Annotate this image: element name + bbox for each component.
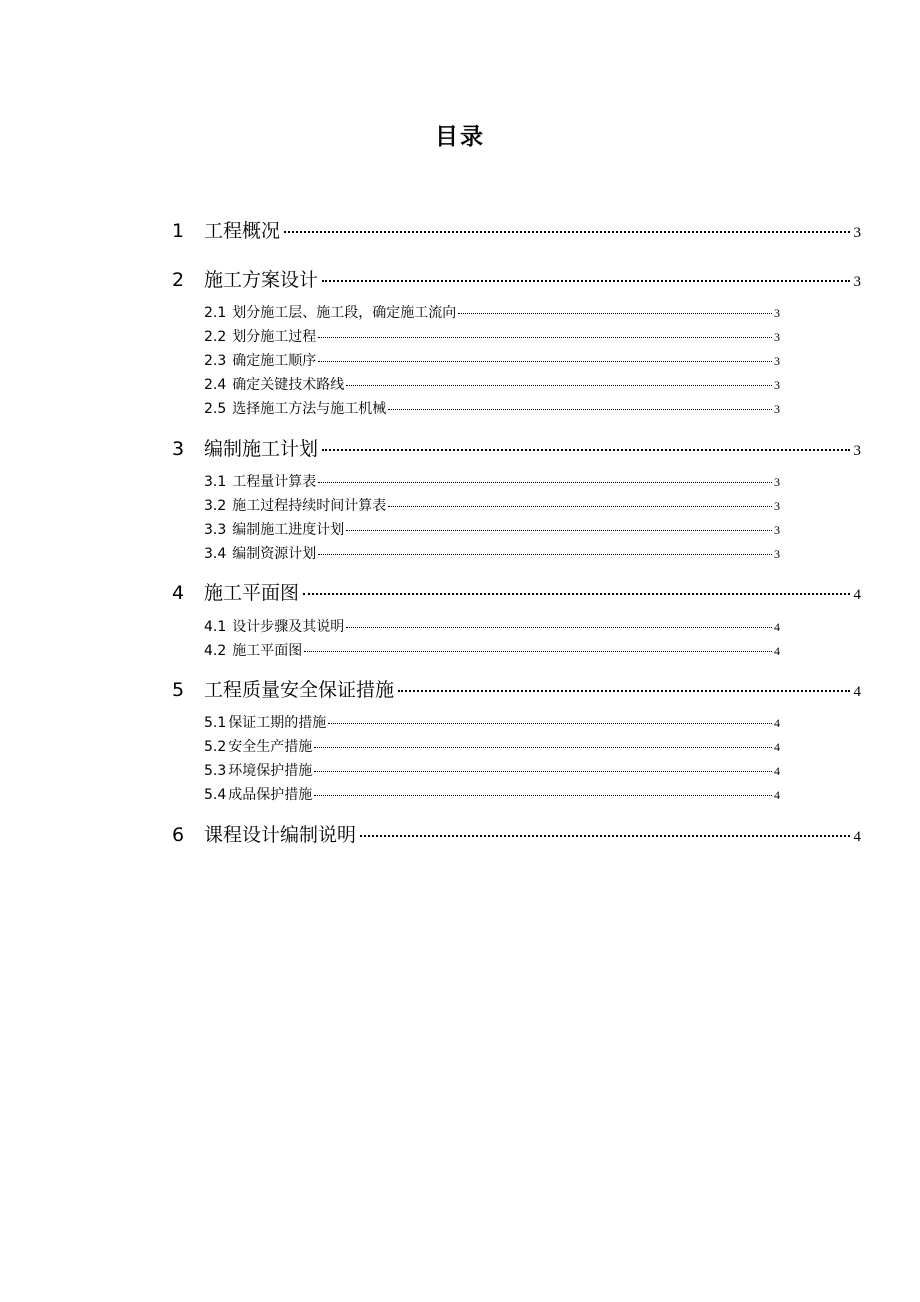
toc-section-entry[interactable] [204, 616, 780, 636]
toc-section-entry[interactable] [204, 398, 780, 418]
toc-dot-leader [318, 361, 772, 362]
toc-page-number: 3 [774, 354, 780, 368]
toc-page-number: 4 [774, 788, 780, 802]
toc-entry-number: 3 [172, 438, 185, 460]
toc-dot-leader [314, 795, 772, 796]
toc-entry-number: 4.2 [204, 643, 227, 659]
toc-entry-number: 5.4 [204, 787, 227, 803]
toc-entry-label: 工程概况 [204, 220, 281, 242]
toc-entry-number: 1 [172, 220, 185, 242]
toc-chapter-entry[interactable] [172, 434, 861, 461]
toc-dot-leader [458, 313, 772, 314]
toc-dot-leader [398, 690, 849, 692]
toc-chapter-entry[interactable] [172, 265, 861, 292]
toc-dot-leader [360, 835, 849, 837]
toc-entry-label: 保证工期的措施 [228, 715, 327, 731]
toc-entry-label: 成品保护措施 [228, 787, 313, 803]
toc-dot-leader [314, 747, 772, 748]
toc-entry-label: 施工过程持续时间计算表 [232, 498, 387, 514]
toc-entry-number: 6 [172, 824, 185, 846]
toc-page-number: 3 [774, 378, 780, 392]
toc-page-number: 3 [853, 274, 861, 290]
toc-section-entry[interactable] [204, 543, 780, 563]
toc-entry-label: 编制施工计划 [204, 438, 319, 460]
toc-entry-label: 选择施工方法与施工机械 [232, 401, 387, 417]
toc-page-number: 4 [774, 716, 780, 730]
toc-entry-label: 环境保护措施 [228, 763, 313, 779]
toc-entry-number: 3.1 [204, 474, 227, 490]
toc-entry-label: 施工方案设计 [204, 269, 319, 291]
toc-section-entry[interactable] [204, 712, 780, 732]
toc-entry-number: 3.3 [204, 522, 227, 538]
toc-page-number: 4 [774, 740, 780, 754]
toc-dot-leader [346, 385, 772, 386]
toc-entry-number: 2.5 [204, 401, 227, 417]
toc-entry-number: 2 [172, 269, 185, 291]
toc-entry-number: 2.3 [204, 353, 227, 369]
toc-page-number: 3 [774, 547, 780, 561]
toc-entry-number: 5.2 [204, 739, 227, 755]
toc-page-number: 3 [774, 475, 780, 489]
toc-dot-leader [318, 554, 772, 555]
toc-chapter-entry[interactable] [172, 820, 861, 847]
toc-page-number: 4 [774, 620, 780, 634]
toc-page-number: 4 [853, 829, 861, 845]
toc-section-entry[interactable] [204, 302, 780, 322]
toc-page-number: 4 [853, 684, 861, 700]
toc-section-entry[interactable] [204, 640, 780, 660]
toc-section-entry[interactable] [204, 471, 780, 491]
toc-dot-leader [388, 506, 772, 507]
toc-entry-number: 2.1 [204, 305, 227, 321]
toc-entry-label: 划分施工层、施工段，确定施工流向 [232, 305, 457, 321]
toc-dot-leader [388, 409, 772, 410]
toc-dot-leader [303, 593, 849, 595]
toc-entry-label: 确定施工顺序 [232, 353, 317, 369]
toc-page-number: 3 [774, 330, 780, 344]
toc-chapter-entry[interactable] [172, 578, 861, 605]
toc-page-number: 4 [774, 764, 780, 778]
toc-section-entry[interactable] [204, 326, 780, 346]
toc-entry-label: 安全生产措施 [228, 739, 313, 755]
toc-page-number: 3 [774, 499, 780, 513]
toc-entry-number: 2.4 [204, 377, 227, 393]
toc-section-entry[interactable] [204, 495, 780, 515]
toc-page-number: 3 [774, 523, 780, 537]
toc-section-entry[interactable] [204, 350, 780, 370]
toc-entry-label: 编制资源计划 [232, 546, 317, 562]
toc-entry-number: 5.3 [204, 763, 227, 779]
toc-section-entry[interactable] [204, 519, 780, 539]
toc-section-entry[interactable] [204, 784, 780, 804]
toc-dot-leader [314, 771, 772, 772]
toc-page-number: 3 [774, 306, 780, 320]
toc-entry-label: 划分施工过程 [232, 329, 317, 345]
toc-dot-leader [346, 530, 772, 531]
toc-entry-number: 3.4 [204, 546, 227, 562]
toc-section-entry[interactable] [204, 760, 780, 780]
toc-dot-leader [322, 449, 849, 451]
toc-dot-leader [318, 337, 772, 338]
toc-dot-leader [304, 651, 772, 652]
toc-entry-label: 施工平面图 [232, 643, 303, 659]
toc-entry-label: 工程质量安全保证措施 [204, 679, 395, 701]
toc-entry-label: 确定关键技术路线 [232, 377, 345, 393]
toc-entry-number: 2.2 [204, 329, 227, 345]
toc-section-entry[interactable] [204, 736, 780, 756]
toc-entry-label: 工程量计算表 [232, 474, 317, 490]
toc-entry-number: 5 [172, 679, 185, 701]
toc-chapter-entry[interactable] [172, 675, 861, 702]
toc-entry-label: 施工平面图 [204, 582, 300, 604]
toc-entry-number: 4.1 [204, 619, 227, 635]
toc-page-number: 4 [853, 587, 861, 603]
toc-dot-leader [328, 723, 772, 724]
toc-entry-label: 课程设计编制说明 [204, 824, 357, 846]
toc-title: 目录 [435, 124, 485, 150]
toc-entry-number: 3.2 [204, 498, 227, 514]
toc-page-number: 4 [774, 644, 780, 658]
toc-page-number: 3 [853, 225, 861, 241]
toc-entry-label: 编制施工进度计划 [232, 522, 345, 538]
toc-entry-label: 设计步骤及其说明 [232, 619, 345, 635]
toc-entry-number: 4 [172, 582, 185, 604]
toc-entry-number: 5.1 [204, 715, 227, 731]
toc-dot-leader [322, 280, 849, 282]
toc-dot-leader [346, 627, 772, 628]
toc-chapter-entry[interactable] [172, 216, 861, 243]
toc-page-number: 3 [774, 402, 780, 416]
toc-page-number: 3 [853, 443, 861, 459]
toc-dot-leader [284, 231, 849, 233]
toc-section-entry[interactable] [204, 374, 780, 394]
toc-dot-leader [318, 482, 772, 483]
